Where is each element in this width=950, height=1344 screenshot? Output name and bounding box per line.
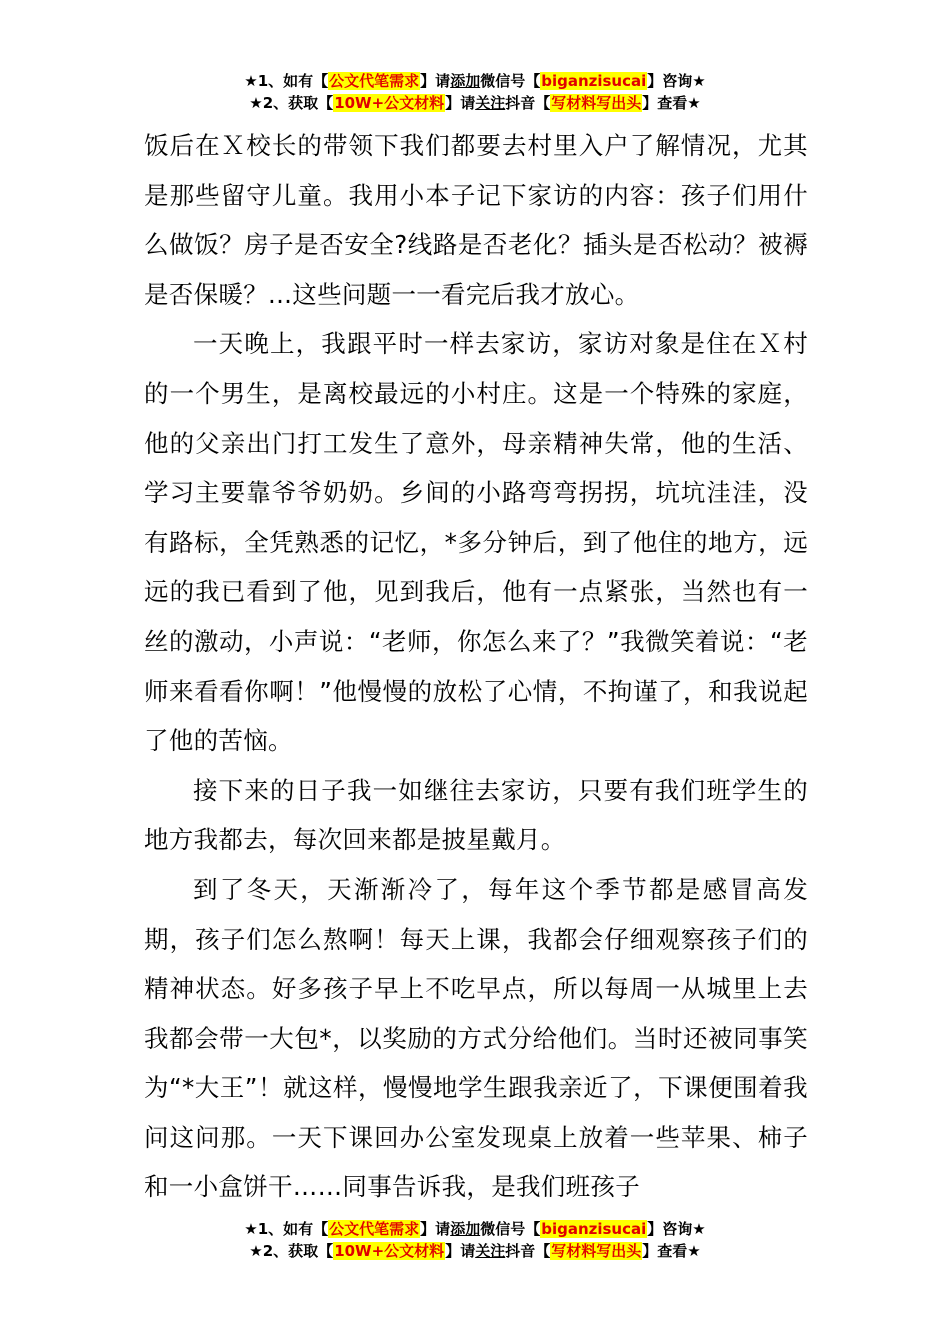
banner-text: ★2、获取【 xyxy=(249,94,334,112)
banner-text: 】查看★ xyxy=(642,1242,701,1260)
banner-text: 微信号【 xyxy=(480,1220,541,1238)
banner-text: 微信号【 xyxy=(480,72,541,90)
banner-line-1 xyxy=(0,1218,950,1240)
paragraph: 一天晚上，我跟平时一样去家访，家访对象是住在Ｘ村的一个男生，是离校最远的小村庄。这是一个特殊的家庭，他的父亲出门打工发生了意外，母亲精神失常，他的生活、学习主要靠爷爷奶奶。乡间的小路弯弯拐拐，坑坑洼洼，没有路标，全凭熟悉的记忆，*多分钟后，到了他住的地方，远远的我已看到了他，见到我后，他有一点紧张，当然也有一丝的激动，小声说：“老师，你怎么来了？”我微笑着说：“老师来看看你啊！”他慢慢的放松了心情，不拘谨了，和我说起了他的苦恼。 xyxy=(144,329,808,756)
banner-text: ★1、如有【 xyxy=(244,72,329,90)
banner-line-2 xyxy=(0,92,950,114)
highlight-wechat-id: biganzisucai xyxy=(541,72,647,90)
paragraph: 接下来的日子我一如继往去家访，只要有我们班学生的地方我都去，每次回来都是披星戴月。 xyxy=(144,775,808,855)
header-banner xyxy=(0,70,950,114)
highlight-service: 公文代笔需求 xyxy=(329,72,420,90)
banner-text: 】请 xyxy=(445,94,476,112)
highlight-materials: 10W+公文材料 xyxy=(334,94,445,112)
banner-line-1 xyxy=(0,70,950,92)
banner-underline-text: 关注 xyxy=(475,1242,506,1260)
banner-text: 】查看★ xyxy=(642,94,701,112)
paragraph: 到了冬天，天渐渐冷了，每年这个季节都是感冒高发期，孩子们怎么熬啊！每天上课，我都会仔细观察孩子们的精神状态。好多孩子早上不吃早点，所以每周一从城里上去我都会带一大包*，以奖励的方式分给他们。当时还被同事笑为“*大王”！就这样，慢慢地学生跟我亲近了，下课便围着我问这问那。一天下课回办公室发现桌上放着一些苹果、柿子和一小盒饼干……同事告诉我，是我们班孩子 xyxy=(144,874,808,1202)
highlight-wechat-id: biganzisucai xyxy=(541,1220,647,1238)
banner-text: 】请 xyxy=(420,72,451,90)
paragraph: 饭后在Ｘ校长的带领下我们都要去村里入户了解情况，尤其是那些留守儿童。我用小本子记下家访的内容：孩子们用什么做饭？房子是否安全?线路是否老化？插头是否松动？被褥是否保暖？...这些问题一一看完后我才放心。 xyxy=(144,131,808,309)
document-body xyxy=(144,121,808,1212)
banner-underline-text: 关注 xyxy=(475,94,506,112)
banner-text: 】咨询★ xyxy=(647,72,706,90)
highlight-service: 公文代笔需求 xyxy=(329,1220,420,1238)
banner-text: 】咨询★ xyxy=(647,1220,706,1238)
footer-banner xyxy=(0,1218,950,1262)
banner-text: 抖音【 xyxy=(505,1242,551,1260)
banner-text: 】请 xyxy=(420,1220,451,1238)
banner-text: ★1、如有【 xyxy=(244,1220,329,1238)
banner-text: 】请 xyxy=(445,1242,476,1260)
highlight-douyin-account: 写材料写出头 xyxy=(551,94,642,112)
highlight-materials: 10W+公文材料 xyxy=(334,1242,445,1260)
banner-underline-text: 添加 xyxy=(450,72,481,90)
highlight-douyin-account: 写材料写出头 xyxy=(551,1242,642,1260)
banner-text: ★2、获取【 xyxy=(249,1242,334,1260)
banner-line-2 xyxy=(0,1240,950,1262)
banner-underline-text: 添加 xyxy=(450,1220,481,1238)
banner-text: 抖音【 xyxy=(505,94,551,112)
